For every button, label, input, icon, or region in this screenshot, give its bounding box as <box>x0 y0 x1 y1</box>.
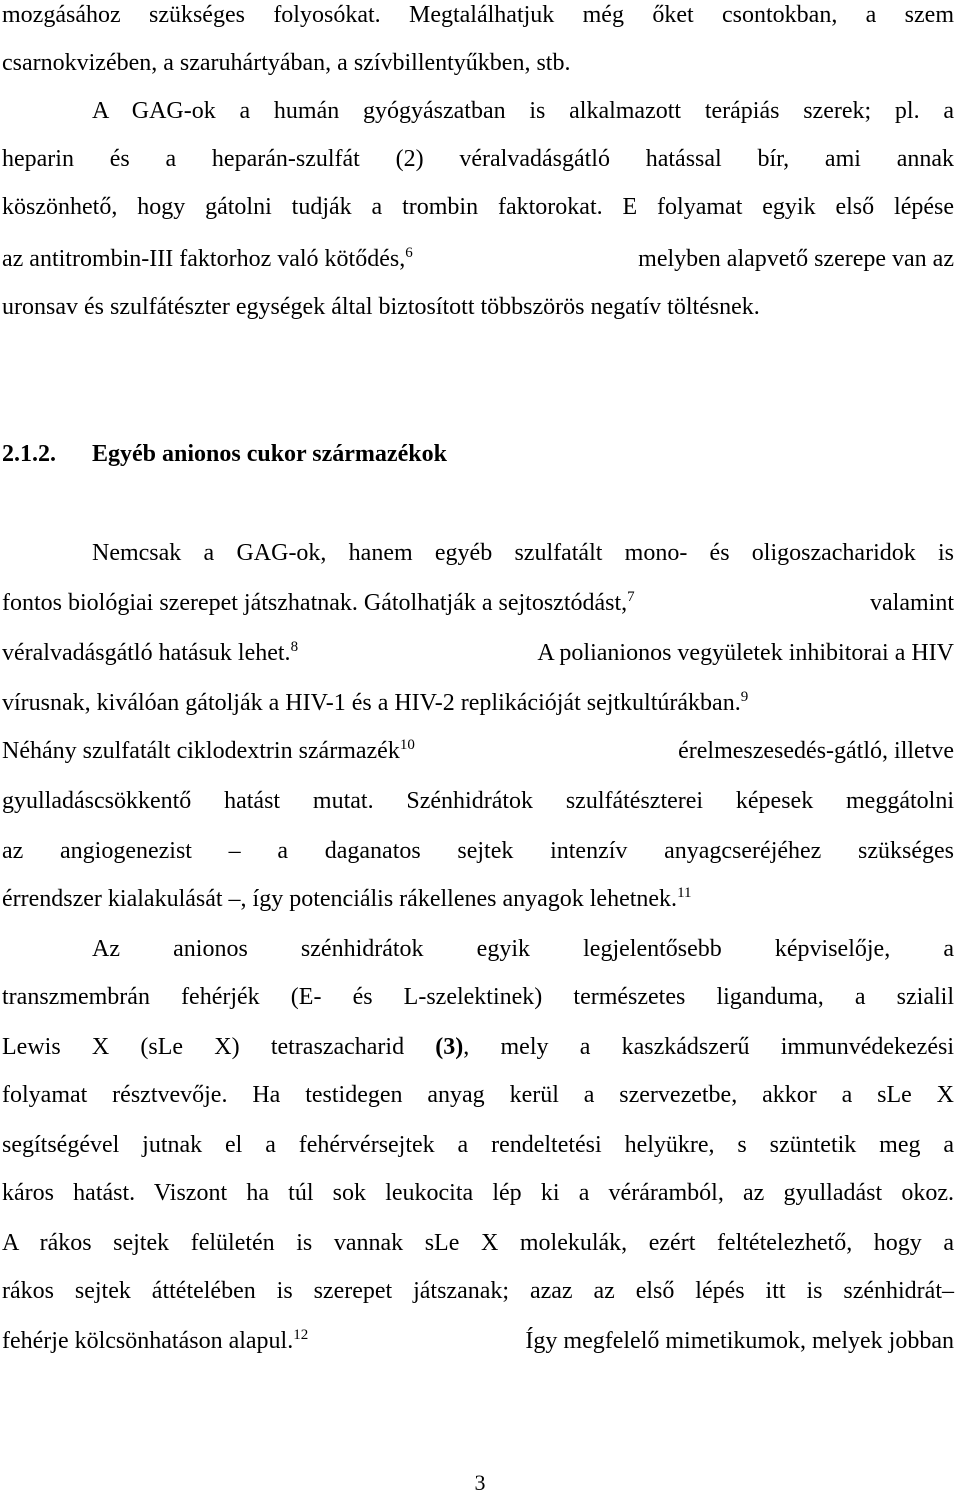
text-line <box>2 144 954 174</box>
text-fragment: vírusnak, kiválóan gátolják a HIV-1 és a HIV-2 replikációját sejtkultúrákban. <box>2 690 741 716</box>
text-line-content: Nemcsak a GAG-ok, hanem egyéb szulfatált mono- és oligoszacharidok is <box>92 540 954 566</box>
citation-reference: 11 <box>677 885 692 901</box>
page-number: 3 <box>474 1470 486 1495</box>
text-fragment: érrendszer kialakulását –, így potenciális rákellenes anyagok lehetnek. <box>2 886 678 912</box>
text-line <box>2 192 954 222</box>
text-line-content: rákos sejtek áttételében is szerepet játszanak; azaz az első lépés itt is szénhidrát– <box>2 1278 954 1304</box>
text-line <box>2 1276 954 1306</box>
text-line <box>2 1130 954 1160</box>
text-line-content: Így megfelelő mimetikumok, melyek jobban <box>525 1328 954 1354</box>
text-line-content: uronsav és szulfátészter egységek által biztosított többszörös negatív töltésnek. <box>2 294 760 320</box>
text-line-content <box>2 638 298 668</box>
text-line <box>2 736 954 766</box>
text-line-content <box>2 736 415 766</box>
text-line <box>2 1080 954 1110</box>
text-line-content: folyamat résztvevője. Ha testidegen anyag kerül a szervezetbe, akkor a sLe X <box>2 1082 954 1108</box>
citation-reference: 9 <box>740 689 749 705</box>
text-line <box>2 0 954 30</box>
text-line-content: segítségével jutnak el a fehérvérsejtek a rendeltetési helyükre, s szüntetik meg a <box>2 1132 954 1158</box>
text-line-content <box>2 688 748 718</box>
citation-reference: 8 <box>290 639 299 655</box>
compound-reference: (3) <box>435 1034 464 1060</box>
text-line <box>2 982 954 1012</box>
text-line-content <box>2 244 413 274</box>
text-line <box>2 688 954 718</box>
text-line <box>2 292 954 322</box>
text-line-content <box>2 1326 308 1356</box>
citation-reference: 12 <box>293 1327 309 1343</box>
text-line-content: valamint <box>870 590 954 616</box>
section-number: 2.1.2. <box>2 441 56 467</box>
text-line-content: Az anionos szénhidrátok egyik legjelentősebb képviselője, a <box>92 936 954 962</box>
text-line-content: A GAG-ok a humán gyógyászatban is alkalmazott terápiás szerek; pl. a <box>92 98 954 124</box>
text-line <box>2 1228 954 1258</box>
text-line <box>2 588 954 618</box>
text-line <box>2 786 954 816</box>
text-line <box>2 884 954 914</box>
text-line-content: káros hatást. Viszont ha túl sok leukocita lép ki a véráramból, az gyulladást okoz. <box>2 1180 954 1206</box>
text-line-content <box>2 588 635 618</box>
text-line <box>2 836 954 866</box>
text-line <box>92 96 954 126</box>
text-fragment: fehérje kölcsönhatáson alapul. <box>2 1328 294 1354</box>
text-line-content: köszönhető, hogy gátolni tudják a trombin faktorokat. E folyamat egyik első lépése <box>2 194 954 220</box>
text-fragment: fontos biológiai szerepet játszhatnak. Gátolhatják a sejtosztódást, <box>2 590 628 616</box>
citation-reference: 6 <box>405 245 413 261</box>
section-title: Egyéb anionos cukor származékok <box>92 441 447 467</box>
text-line-content: A polianionos vegyületek inhibitorai a HIV <box>537 640 954 666</box>
text-line-content: gyulladáscsökkentő hatást mutat. Szénhidrátok szulfátészterei képesek meggátolni <box>2 788 954 814</box>
text-fragment: Néhány szulfatált ciklodextrin származék <box>2 738 400 764</box>
text-line-content: transzmembrán fehérjék (E- és L-szelektinek) természetes liganduma, a szialil <box>2 984 954 1010</box>
citation-reference: 10 <box>399 737 415 753</box>
section-heading <box>2 441 447 468</box>
text-line-content <box>2 884 692 914</box>
text-line-content: érelmeszesedés-gátló, illetve <box>678 738 954 764</box>
citation-reference: 7 <box>627 589 635 605</box>
text-line <box>2 1326 954 1356</box>
text-line-content: az angiogenezist – a daganatos sejtek intenzív anyagcseréjéhez szükséges <box>2 838 954 864</box>
text-line <box>2 48 954 78</box>
text-line <box>2 244 954 274</box>
text-fragment: az antitrombin-III faktorhoz való kötődés, <box>2 246 406 272</box>
text-line <box>92 538 954 568</box>
text-line <box>2 638 954 668</box>
text-fragment: , mely a kaszkádszerű immunvédekezési <box>463 1034 954 1060</box>
text-fragment: Lewis X (sLe X) tetraszacharid <box>2 1034 405 1060</box>
text-line <box>2 1032 954 1062</box>
text-line-content: csarnokvizében, a szaruhártyában, a szívbillentyűkben, stb. <box>2 50 571 76</box>
text-line <box>2 1178 954 1208</box>
text-line <box>92 934 954 964</box>
text-line-content: heparin és a heparán-szulfát (2) véralvadásgátló hatással bír, ami annak <box>2 146 954 172</box>
text-line-content: A rákos sejtek felületén is vannak sLe X molekulák, ezért feltételezhető, hogy a <box>2 1230 954 1256</box>
text-line-content: melyben alapvető szerepe van az <box>638 246 954 272</box>
text-line-content <box>2 1032 954 1062</box>
text-line-content: mozgásához szükséges folyosókat. Megtalálhatjuk még őket csontokban, a szem <box>2 2 954 28</box>
text-fragment: véralvadásgátló hatásuk lehet. <box>2 640 291 666</box>
